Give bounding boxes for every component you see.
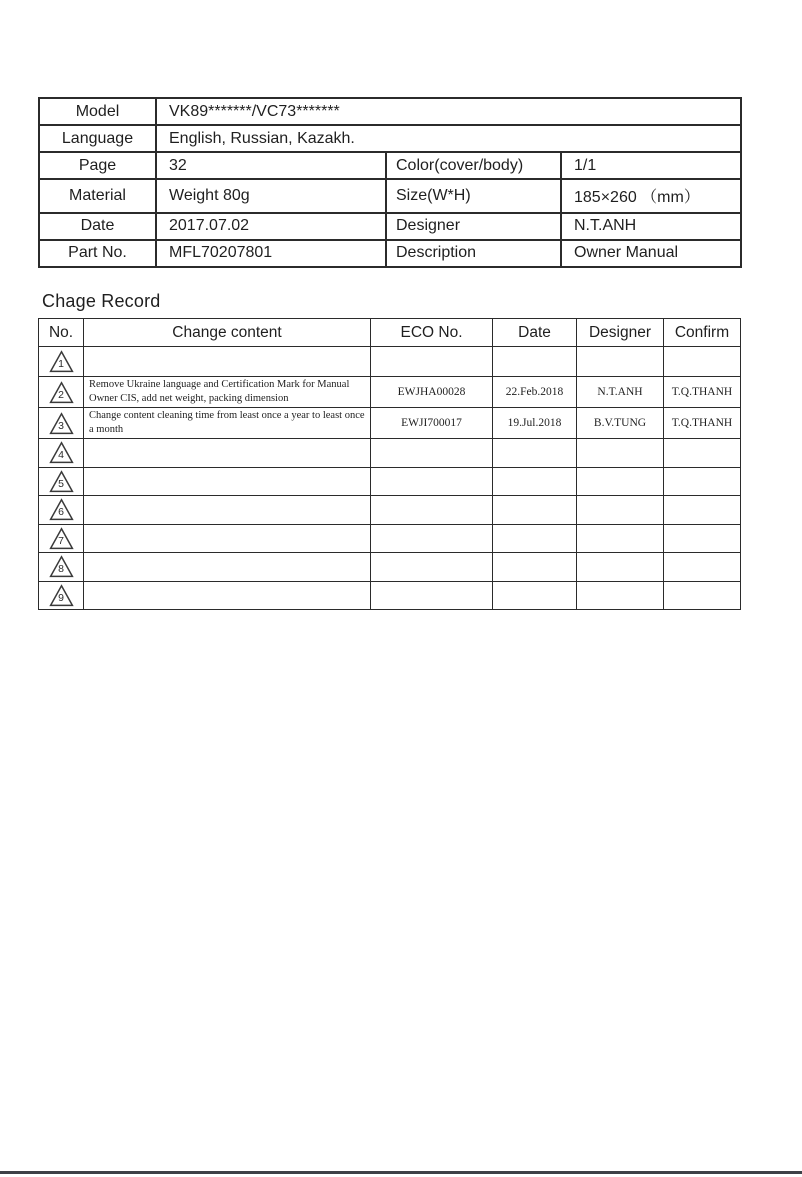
table-row	[39, 125, 741, 152]
spec-value-color: 1/1	[561, 152, 741, 179]
change-record-table	[38, 318, 741, 610]
revision-number: 2	[58, 388, 64, 401]
eco-no-cell	[371, 553, 493, 582]
spec-value-size: 185×260 （mm）	[561, 179, 741, 213]
change-content-cell	[84, 496, 371, 525]
revision-triangle-icon	[49, 350, 74, 373]
designer-cell	[577, 347, 664, 377]
spec-label-language: Language	[39, 125, 156, 152]
spec-value-page: 32	[156, 152, 386, 179]
spec-label-model: Model	[39, 98, 156, 125]
spec-value-description: Owner Manual	[561, 240, 741, 267]
table-row	[39, 581, 741, 610]
col-header-designer: Designer	[577, 319, 664, 347]
table-row	[39, 524, 741, 553]
confirm-cell	[664, 581, 741, 610]
revision-number: 5	[58, 477, 64, 490]
designer-cell	[577, 439, 664, 468]
designer-cell: B.V.TUNG	[577, 408, 664, 439]
spec-value-model: VK89*******/VC73*******	[156, 98, 741, 125]
spec-label-date: Date	[39, 213, 156, 240]
confirm-cell: T.Q.THANH	[664, 408, 741, 439]
table-row	[39, 179, 741, 213]
page-bottom-rule	[0, 1171, 802, 1174]
revision-number: 9	[58, 591, 64, 604]
revision-number: 3	[58, 419, 64, 432]
spec-value-date: 2017.07.02	[156, 213, 386, 240]
col-header-change-content: Change content	[84, 319, 371, 347]
revision-no-cell	[39, 408, 84, 439]
change-content-cell	[84, 553, 371, 582]
eco-no-cell: EWJHA00028	[371, 377, 493, 408]
revision-no-cell	[39, 377, 84, 408]
table-row	[39, 98, 741, 125]
confirm-cell	[664, 524, 741, 553]
spec-label-size: Size(W*H)	[386, 179, 561, 213]
date-cell	[493, 553, 577, 582]
change-content-cell	[84, 467, 371, 496]
eco-no-cell	[371, 581, 493, 610]
col-header-date: Date	[493, 319, 577, 347]
designer-cell: N.T.ANH	[577, 377, 664, 408]
confirm-cell	[664, 467, 741, 496]
date-cell	[493, 439, 577, 468]
designer-cell	[577, 467, 664, 496]
date-cell: 19.Jul.2018	[493, 408, 577, 439]
spec-label-description: Description	[386, 240, 561, 267]
date-cell	[493, 581, 577, 610]
change-content-cell: Change content cleaning time from least once a year to least once a month	[84, 408, 371, 439]
table-header-row	[39, 319, 741, 347]
revision-no-cell	[39, 581, 84, 610]
confirm-cell: T.Q.THANH	[664, 377, 741, 408]
change-record-title: Chage Record	[42, 291, 161, 311]
col-header-eco-no: ECO No.	[371, 319, 493, 347]
revision-triangle-icon	[49, 441, 74, 464]
date-cell	[493, 347, 577, 377]
date-cell: 22.Feb.2018	[493, 377, 577, 408]
eco-no-cell	[371, 524, 493, 553]
spec-value-designer: N.T.ANH	[561, 213, 741, 240]
eco-no-cell	[371, 496, 493, 525]
revision-triangle-icon	[49, 412, 74, 435]
change-content-cell	[84, 347, 371, 377]
revision-triangle-icon	[49, 527, 74, 550]
col-header-no: No.	[39, 319, 84, 347]
confirm-cell	[664, 496, 741, 525]
confirm-cell	[664, 439, 741, 468]
confirm-cell	[664, 347, 741, 377]
revision-no-cell	[39, 347, 84, 377]
revision-number: 8	[58, 563, 64, 576]
change-content-cell	[84, 439, 371, 468]
table-row	[39, 496, 741, 525]
revision-triangle-icon	[49, 498, 74, 521]
change-content-cell	[84, 581, 371, 610]
spec-value-material: Weight 80g	[156, 179, 386, 213]
revision-triangle-icon	[49, 584, 74, 607]
revision-number: 4	[58, 449, 64, 462]
table-row	[39, 467, 741, 496]
spec-label-page: Page	[39, 152, 156, 179]
confirm-cell	[664, 553, 741, 582]
designer-cell	[577, 553, 664, 582]
revision-number: 1	[58, 358, 64, 370]
revision-no-cell	[39, 496, 84, 525]
revision-no-cell	[39, 467, 84, 496]
revision-no-cell	[39, 553, 84, 582]
spec-label-material: Material	[39, 179, 156, 213]
col-header-confirm: Confirm	[664, 319, 741, 347]
revision-number: 7	[58, 534, 64, 547]
table-row	[39, 439, 741, 468]
designer-cell	[577, 581, 664, 610]
spec-table	[38, 97, 742, 268]
date-cell	[493, 496, 577, 525]
table-row	[39, 408, 741, 439]
table-row	[39, 213, 741, 240]
spec-value-language: English, Russian, Kazakh.	[156, 125, 741, 152]
spec-label-partno: Part No.	[39, 240, 156, 267]
revision-no-cell	[39, 524, 84, 553]
spec-value-partno: MFL70207801	[156, 240, 386, 267]
designer-cell	[577, 524, 664, 553]
table-row	[39, 347, 741, 377]
eco-no-cell	[371, 439, 493, 468]
revision-no-cell	[39, 439, 84, 468]
revision-number: 6	[58, 506, 64, 519]
table-row	[39, 240, 741, 267]
spec-label-color: Color(cover/body)	[386, 152, 561, 179]
change-content-cell	[84, 524, 371, 553]
date-cell	[493, 524, 577, 553]
designer-cell	[577, 496, 664, 525]
table-row	[39, 377, 741, 408]
revision-triangle-icon	[49, 555, 74, 578]
spec-label-designer: Designer	[386, 213, 561, 240]
change-content-cell: Remove Ukraine language and Certification Mark for Manual Owner CIS, add net weight, packing dimension	[84, 377, 371, 408]
eco-no-cell: EWJI700017	[371, 408, 493, 439]
revision-triangle-icon	[49, 470, 74, 493]
eco-no-cell	[371, 467, 493, 496]
date-cell	[493, 467, 577, 496]
eco-no-cell	[371, 347, 493, 377]
table-row	[39, 553, 741, 582]
revision-triangle-icon	[49, 381, 74, 404]
table-row	[39, 152, 741, 179]
